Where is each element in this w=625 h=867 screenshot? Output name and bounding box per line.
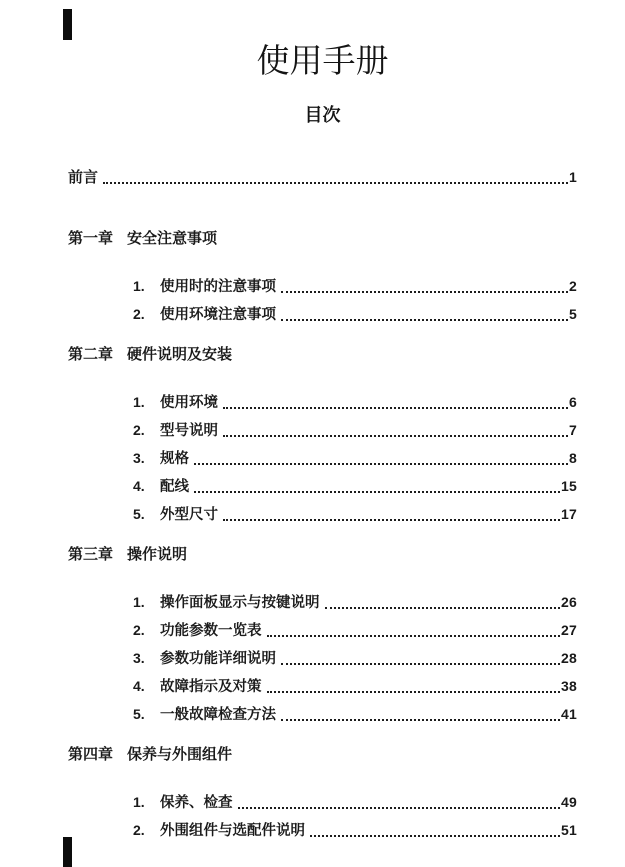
toc-entry-number: 3. [133, 450, 145, 466]
toc-entry [68, 504, 577, 524]
chapter-number: 第二章 [68, 346, 114, 363]
toc-entry [68, 420, 577, 440]
toc-entry-label: 规格 [160, 451, 189, 467]
toc-entry-number: 1. [133, 594, 145, 610]
toc-entry [68, 704, 577, 724]
toc-entry-label: 使用环境注意事项 [160, 307, 276, 323]
toc-entry-label: 保养、检查 [160, 795, 233, 811]
toc-entry-label: 一般故障检查方法 [160, 707, 276, 723]
chapter-heading [68, 745, 577, 765]
chapter-number: 第一章 [68, 230, 114, 247]
chapter-items [68, 392, 577, 524]
toc-entry-number: 5. [133, 706, 145, 722]
chapter-heading [68, 229, 577, 249]
dotted-leader [267, 691, 561, 693]
chapter-items [68, 592, 577, 724]
toc-entry [68, 676, 577, 696]
chapter-title: 保养与外围组件 [127, 746, 233, 763]
page-number: 6 [569, 394, 577, 410]
page-number: 1 [569, 169, 577, 185]
page-number: 28 [561, 650, 577, 666]
dotted-leader [267, 635, 561, 637]
dotted-leader [223, 435, 568, 437]
binding-mark-bottom [63, 837, 72, 867]
toc-entry-number: 5. [133, 506, 145, 522]
toc-entry [68, 592, 577, 612]
toc-entry-label: 功能参数一览表 [160, 623, 262, 639]
toc-entry [68, 276, 577, 296]
toc-entry-number: 3. [133, 650, 145, 666]
chapter-title: 硬件说明及安装 [127, 346, 233, 363]
toc-entry-label: 配线 [160, 479, 189, 495]
page-number: 8 [569, 450, 577, 466]
page-number: 2 [569, 278, 577, 294]
page-number: 7 [569, 422, 577, 438]
toc-chapters [68, 229, 577, 840]
toc-entry-number: 4. [133, 478, 145, 494]
toc-chapter [68, 745, 577, 840]
dotted-leader [281, 319, 568, 321]
binding-mark-top [63, 9, 72, 40]
toc-entry-label: 前言 [68, 169, 99, 186]
page-number: 51 [561, 822, 577, 838]
chapter-title: 安全注意事项 [127, 230, 218, 247]
toc-entry [68, 476, 577, 496]
toc-entry-label: 使用时的注意事项 [160, 279, 276, 295]
chapter-items [68, 276, 577, 324]
toc-heading: 目次 [304, 105, 341, 125]
page-number: 41 [561, 706, 577, 722]
toc-entry-number: 2. [133, 422, 145, 438]
page-number: 15 [561, 478, 577, 494]
dotted-leader [281, 719, 560, 721]
toc-entry [68, 304, 577, 324]
dotted-leader [194, 463, 568, 465]
page-number: 49 [561, 794, 577, 810]
toc-entry [68, 792, 577, 812]
toc-entry [68, 392, 577, 412]
toc-entry-number: 2. [133, 822, 145, 838]
toc-entry [68, 448, 577, 468]
page-number: 17 [561, 506, 577, 522]
toc-entry [68, 648, 577, 668]
toc-entry-preface [68, 167, 577, 187]
dotted-leader [310, 835, 560, 837]
chapter-number: 第三章 [68, 546, 114, 563]
toc-entry [68, 820, 577, 840]
toc-entry-label: 参数功能详细说明 [160, 651, 276, 667]
toc-entry-label: 操作面板显示与按键说明 [160, 595, 320, 611]
page-number: 5 [569, 306, 577, 322]
dotted-leader [223, 407, 568, 409]
chapter-number: 第四章 [68, 746, 114, 763]
dotted-leader [281, 291, 568, 293]
toc-chapter [68, 545, 577, 724]
toc-entry-number: 2. [133, 306, 145, 322]
dotted-leader [325, 607, 561, 609]
toc-entry-label: 使用环境 [160, 395, 218, 411]
toc-chapter [68, 345, 577, 524]
page-number: 38 [561, 678, 577, 694]
page-number: 26 [561, 594, 577, 610]
document-title: 使用手册 [256, 44, 389, 80]
chapter-heading [68, 345, 577, 365]
chapter-title: 操作说明 [127, 546, 188, 563]
toc-entry-number: 2. [133, 622, 145, 638]
dotted-leader [281, 663, 560, 665]
toc-entry-label: 故障指示及对策 [160, 679, 262, 695]
toc-entry-number: 1. [133, 278, 145, 294]
toc-entry-label: 型号说明 [160, 423, 218, 439]
page-number: 27 [561, 622, 577, 638]
toc-entry-number: 4. [133, 678, 145, 694]
chapter-heading [68, 545, 577, 565]
dotted-leader [223, 519, 560, 521]
toc-entry-number: 1. [133, 394, 145, 410]
dotted-leader [194, 491, 560, 493]
toc-entry-label: 外型尺寸 [160, 507, 218, 523]
toc-chapter [68, 229, 577, 324]
toc-entry-label: 外围组件与选配件说明 [160, 823, 305, 839]
dotted-leader [103, 182, 568, 184]
toc-entry [68, 620, 577, 640]
chapter-items [68, 792, 577, 840]
dotted-leader [238, 807, 561, 809]
toc-entry-number: 1. [133, 794, 145, 810]
